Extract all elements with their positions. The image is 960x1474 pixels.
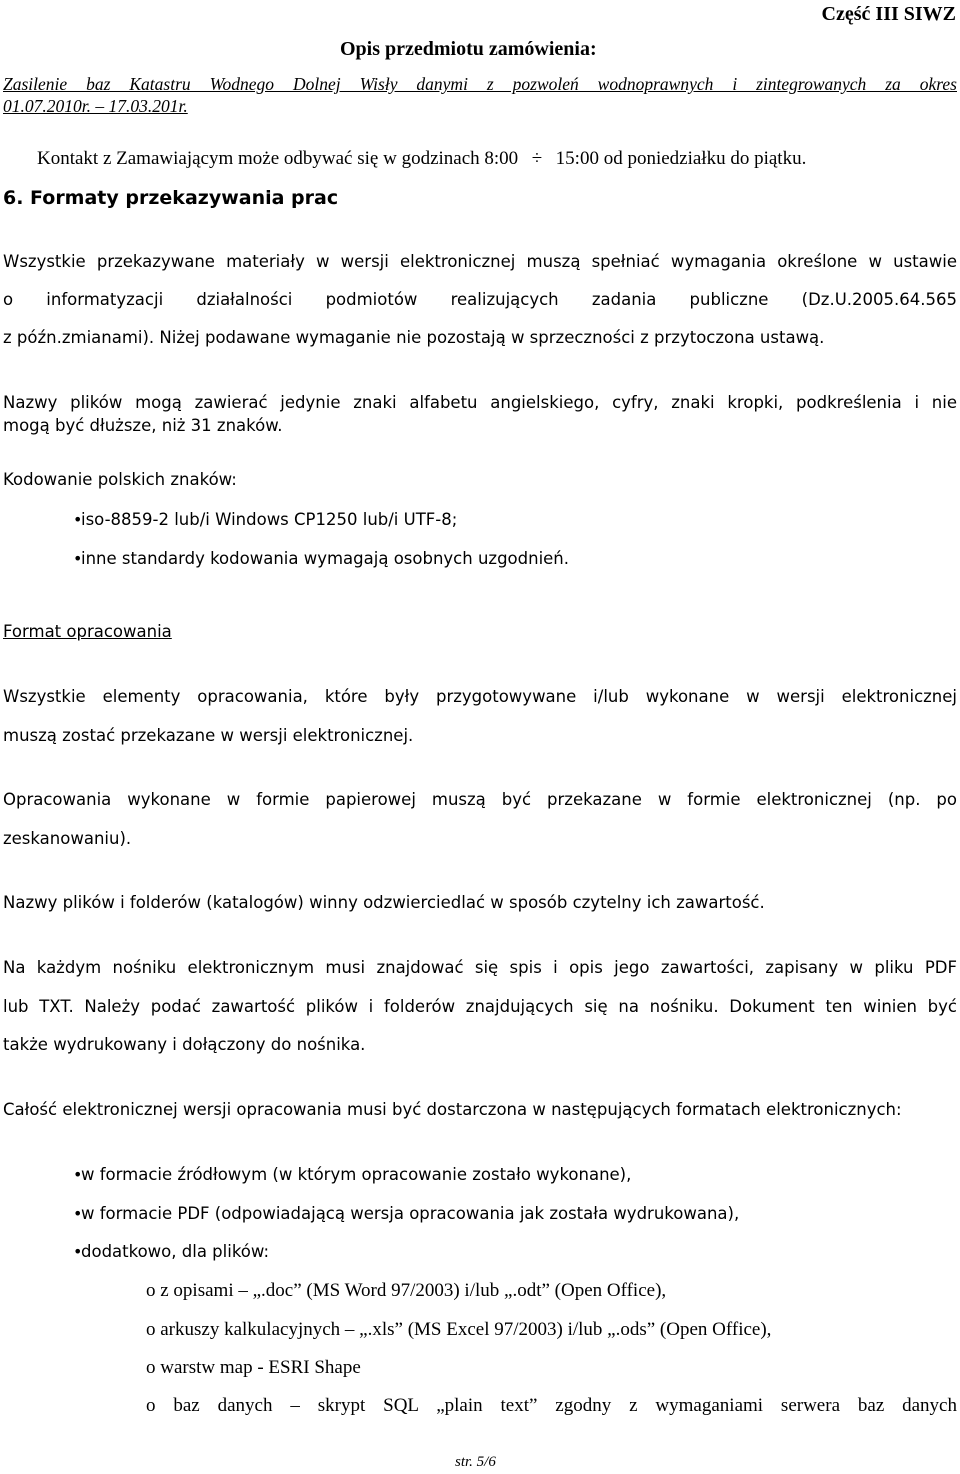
format-p1-line-2: muszą zostać przekazane w wersji elektronicznej. bbox=[3, 726, 414, 745]
format-p5: Całość elektronicznej wersji opracowania musi być dostarczona w następujących formatach elektronicznych: bbox=[3, 1100, 902, 1119]
format-p2-line-2: zeskanowaniu). bbox=[3, 829, 132, 848]
format-p4-line-2: lub TXT. Należy podać zawartość plików i folderów znajdujących się na nośniku. Dokument ten winien być bbox=[3, 997, 957, 1016]
format-subitem: o z opisami – „.doc” (MS Word 97/2003) i/lub „.odt” (Open Office), bbox=[146, 1280, 667, 1301]
division-symbol: ÷ bbox=[531, 148, 543, 169]
format-p3: Nazwy plików i folderów (katalogów) winny odzwierciedlać w sposób czytelny ich zawartość. bbox=[3, 893, 765, 912]
encoding-label: Kodowanie polskich znaków: bbox=[3, 470, 237, 489]
filenames-line-2: mogą być dłuższe, niż 31 znaków. bbox=[3, 416, 283, 435]
format-heading: Format opracowania bbox=[3, 622, 172, 641]
contact-text: Kontakt z Zamawiającym może odbywać się w godzinach 8:00 ÷ 15:00 od poniedziałku do piątku. bbox=[37, 148, 807, 169]
encoding-item: • inne standardy kodowania wymagają osobnych uzgodnień. bbox=[73, 548, 569, 570]
encoding-item: • iso-8859-2 lub/i Windows CP1250 lub/i UTF-8; bbox=[73, 509, 457, 531]
format-p4-line-1: Na każdym nośniku elektronicznym musi znajdować się spis i opis jego zawartości, zapisany w pliku PDF bbox=[3, 958, 957, 977]
format-bullet: • w formacie PDF (odpowiadającą wersja opracowania jak została wydrukowana), bbox=[73, 1203, 739, 1225]
page-number: str. 5/6 bbox=[455, 1454, 496, 1470]
format-p1-line-1: Wszystkie elementy opracowania, które były przygotowywane i/lub wykonane w wersji elektronicznej bbox=[3, 687, 957, 706]
subject-line-1: Zasilenie baz Katastru Wodnego Dolnej Wisły danymi z pozwoleń wodnoprawnych i zintegrowanych za okres bbox=[3, 74, 957, 94]
format-bullet: • dodatkowo, dla plików: bbox=[73, 1241, 269, 1263]
format-subitem: o arkuszy kalkulacyjnych – „.xls” (MS Excel 97/2003) i/lub „.ods” (Open Office), bbox=[146, 1319, 772, 1340]
format-p4-line-3: także wydrukowany i dołączony do nośnika. bbox=[3, 1035, 366, 1054]
intro-line-2: o informatyzacji działalności podmiotów realizujących zadania publiczne (Dz.U.2005.64.565 bbox=[3, 290, 957, 309]
format-subitem: o baz danych – skrypt SQL „plain text” zgodny z wymaganiami serwera baz danych bbox=[146, 1395, 957, 1416]
intro-line-3: z późn.zmianami). Niżej podawane wymaganie nie pozostają w sprzeczności z przytoczona ustawą. bbox=[3, 328, 825, 347]
format-bullet: • w formacie źródłowym (w którym opracowanie zostało wykonane), bbox=[73, 1164, 631, 1186]
subject-line-2: 01.07.2010r. – 17.03.201r. bbox=[3, 96, 188, 116]
format-subitem: o warstw map - ESRI Shape bbox=[146, 1357, 361, 1378]
format-p2-line-1: Opracowania wykonane w formie papierowej muszą być przekazane w formie elektronicznej (np. po bbox=[3, 790, 957, 809]
part-label: Część III SIWZ bbox=[821, 3, 956, 25]
filenames-line-1: Nazwy plików mogą zawierać jedynie znaki alfabetu angielskiego, cyfry, znaki kropki, podkreślenia i nie bbox=[3, 393, 957, 412]
intro-line-1: Wszystkie przekazywane materiały w wersji elektronicznej muszą spełniać wymagania określone w ustawie bbox=[3, 252, 957, 271]
section-heading: 6. Formaty przekazywania prac bbox=[3, 187, 339, 209]
page-title: Opis przedmiotu zamówienia: bbox=[340, 38, 597, 60]
